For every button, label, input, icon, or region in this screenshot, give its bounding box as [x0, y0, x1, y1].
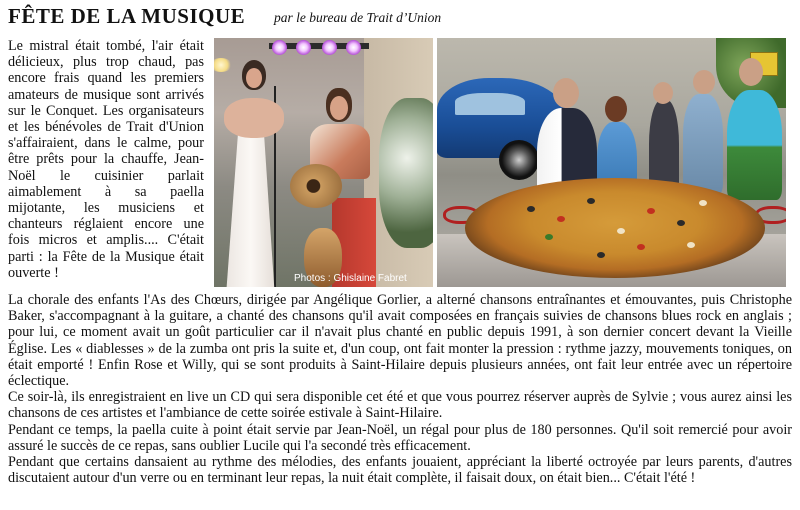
woman-head: [605, 96, 627, 122]
singers-photo: [214, 38, 433, 287]
article-byline: par le bureau de Trait d’Union: [274, 10, 442, 25]
body-paragraph: La chorale des enfants l'As des Chœurs, dirigée par Angélique Gorlier, a alterné chansons entraînantes et émouvantes, puis Christophe Baker, s'accompagnant à la guitare, a chanté des chansons qu'il avait composées en français suivies de chansons blues rock en anglais ; pour lui, ce moment avait un goût particulier car il n'avait plus chanté en public depuis 1991, à son dernier concert devant la Vieille Église. Les « diablesses » de la zumba ont pris la suite et, d'un coup, ont fait monter la pression : rythme jazzy, mouvements toniques, on était emporté ! Enfin Rose et Willy, qui se sont produits à Saint-Hilaire depuis plusieurs années, ont fait leur entrée avec un répertoire éclectique.: [8, 292, 792, 390]
mussel: [677, 220, 685, 226]
mussel: [527, 206, 535, 212]
singer-arms: [224, 98, 284, 138]
guitarist-face: [330, 96, 348, 120]
intro-column: [8, 38, 204, 281]
guest-head: [693, 70, 715, 94]
body-paragraph: Pendant que certains dansaient au rythme des mélodies, des enfants jouaient, appréciant la liberté octroyée par leurs parents, d'autres discutaient autour d'un verre ou en terminant leur repas, la nuit était complète, il faisait doux, on était bien... C'était l'été !: [8, 454, 792, 487]
guest-head: [653, 82, 673, 104]
singer-face: [246, 68, 262, 88]
pepper: [637, 244, 645, 250]
seafood: [699, 200, 707, 206]
seafood: [687, 242, 695, 248]
article-title: FÊTE DE LA MUSIQUE: [8, 4, 246, 28]
stage-light: [272, 40, 287, 55]
stage-light: [346, 40, 361, 55]
lamp-glow: [214, 58, 232, 72]
body-paragraph: Pendant ce temps, la paella cuite à point était servie par Jean-Noël, un régal pour plus de 180 personnes. Qu'il soit remercié pour avoir assuré le succès de ce repas, sans oublier Lucile qui l'a secondé très efficacement.: [8, 421, 792, 454]
mussel: [597, 252, 605, 258]
intro-paragraph: Le mistral était tombé, l'air était délicieux, plus trop chaud, pas encore frais quand les premiers amateurs de musique sont arrivés sur le Conquet. Les organisateurs et les bénévoles de Trait d'Union s'affairaient, dans le calme, pour être prêts pour la chauffe, Jean-Noël le cuisinier parlait aimablement à sa paella mijotante, les musiciens et chanteurs réglaient encore une fois micros et amplis.... C'était parti : la Fête de la Musique était ouverte !: [8, 38, 204, 281]
flower-bush: [379, 98, 433, 248]
pepper: [557, 216, 565, 222]
article-body: [8, 292, 792, 486]
man-head: [739, 58, 763, 86]
man-person: [727, 90, 782, 200]
body-paragraph: Ce soir-là, ils enregistraient en live un CD qui sera disponible cet été et que vous pourrez réserver auprès de Sylvie ; vous aurez ainsi les chansons de ces artistes et l'ambiance de cette soirée estivale à Saint-Hilaire.: [8, 389, 792, 422]
singer-dress: [222, 130, 280, 287]
cook-head: [553, 78, 579, 108]
paella-pan: [465, 178, 765, 278]
acoustic-guitar: [290, 164, 342, 208]
pepper: [647, 208, 655, 214]
mussel: [587, 198, 595, 204]
seafood: [617, 228, 625, 234]
guest-person: [683, 94, 723, 194]
paella-photo: [437, 38, 786, 287]
car-window: [455, 93, 525, 115]
stage-light: [322, 40, 337, 55]
pea: [545, 234, 553, 240]
stage-light: [296, 40, 311, 55]
car-wheel: [499, 140, 539, 180]
photo-credit: Photos : Ghislaine Fabret: [294, 273, 407, 284]
